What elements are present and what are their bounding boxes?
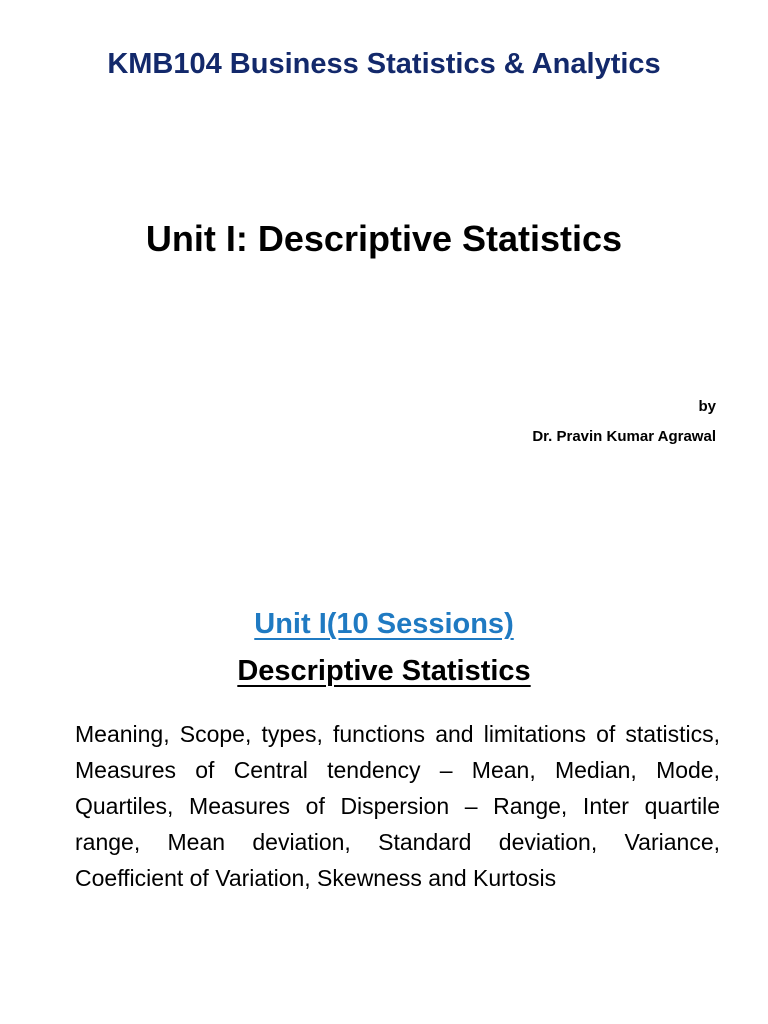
unit-title: Unit I: Descriptive Statistics [145, 218, 623, 259]
course-title: KMB104 Business Statistics & Analytics [107, 48, 661, 80]
sessions-heading-text: Unit I(10 Sessions) [254, 608, 514, 640]
topic-heading-text: Descriptive Statistics [237, 655, 531, 687]
by-label: by [698, 398, 716, 415]
topic-heading [0, 655, 768, 688]
syllabus-text: Meaning, Scope, types, functions and limitations of statistics, Measures of Central tendency – Mean, Median, Mode, Quartiles, Measures of Dispersion – Range, Inter quartile range, Mean deviation, Standard deviation, Variance, Coefficient of Variation, Skewness and Kurtosis [75, 721, 720, 891]
sessions-heading [0, 608, 768, 641]
author-name: Dr. Pravin Kumar Agrawal [532, 428, 716, 445]
syllabus-slide [0, 512, 768, 1024]
